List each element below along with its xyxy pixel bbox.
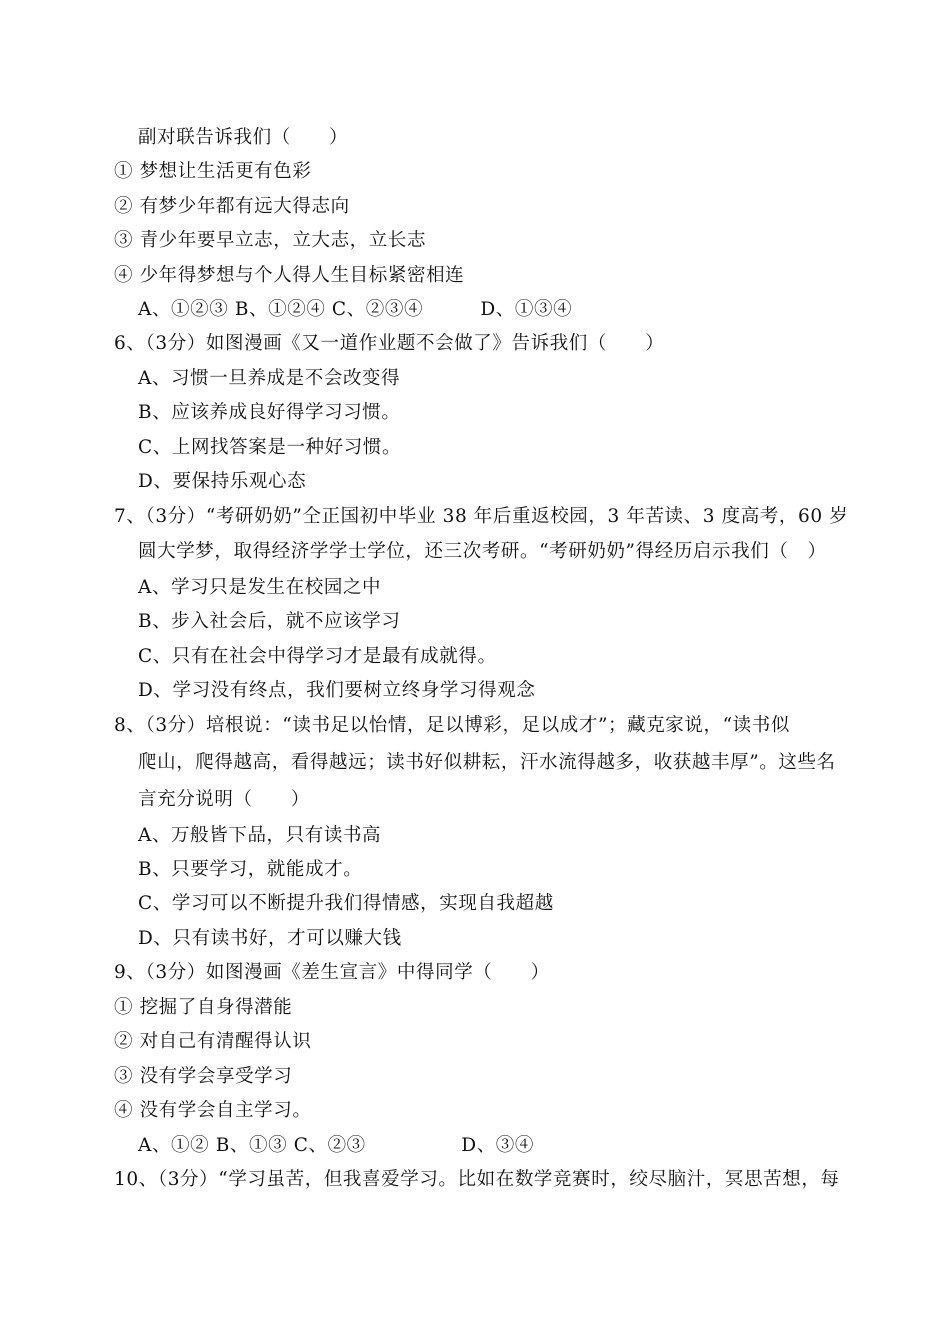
text-line: ① 挖掘了自身得潜能 xyxy=(114,997,293,1018)
answer-options: A、①② B、①③ C、②③ D、③④ xyxy=(138,1135,535,1156)
option-b: B、步入社会后，就不应该学习 xyxy=(138,611,401,632)
option-d: D、只有读书好，才可以赚大钱 xyxy=(138,928,402,949)
answer-options: A、①②③ B、①②④ C、②③④ D、①③④ xyxy=(138,299,573,320)
text-line: ② 有梦少年都有远大得志向 xyxy=(114,196,350,217)
question-8-cont: 言充分说明（ ） xyxy=(138,789,310,810)
text-line: 副对联告诉我们（ ） xyxy=(138,127,349,148)
option-a: A、学习只是发生在校园之中 xyxy=(138,577,382,598)
text-line: ③ 青少年要早立志，立大志，立长志 xyxy=(114,230,427,251)
option-b: B、应该养成良好得学习习惯。 xyxy=(138,402,401,423)
question-8: 8、（3分）培根说：“读书足以怡情，足以博彩，足以成才”；藏克家说，“读书似 xyxy=(114,715,790,736)
option-c: C、只有在社会中得学习才是最有成就得。 xyxy=(138,646,497,667)
text-line: ① 梦想让生活更有色彩 xyxy=(114,161,312,182)
question-6: 6、（3分）如图漫画《又一道作业题不会做了》告诉我们（ ） xyxy=(114,333,665,354)
question-9: 9、（3分）如图漫画《差生宣言》中得同学（ ） xyxy=(114,962,550,983)
text-line: ③ 没有学会享受学习 xyxy=(114,1066,293,1087)
option-a: A、习惯一旦养成是不会改变得 xyxy=(138,368,401,389)
text-line: ④ 没有学会自主学习。 xyxy=(114,1100,312,1121)
option-b: B、只要学习，就能成才。 xyxy=(138,859,363,880)
question-7: 7、（3分）“考研奶奶”仝正国初中毕业 38 年后重返校园，3 年苦读、3 度高考，60 岁 xyxy=(114,506,849,527)
text-line: ④ 少年得梦想与个人得人生目标紧密相连 xyxy=(114,265,465,286)
option-d: D、要保持乐观心态 xyxy=(138,471,307,492)
option-c: C、上网找答案是一种好习惯。 xyxy=(138,437,402,458)
question-7-cont: 圆大学梦，取得经济学学士学位，还三次考研。“考研奶奶”得经历启示我们（ ） xyxy=(138,541,827,562)
question-8-cont: 爬山，爬得越高，看得越远；读书好似耕耘，汗水流得越多，收获越丰厚”。这些名 xyxy=(138,752,836,773)
option-a: A、万般皆下品，只有读书高 xyxy=(138,825,382,846)
option-c: C、学习可以不断提升我们得情感，实现自我超越 xyxy=(138,893,554,914)
option-d: D、学习没有终点，我们要树立终身学习得观念 xyxy=(138,680,536,701)
text-line: ② 对自己有清醒得认识 xyxy=(114,1031,312,1052)
question-10: 10、（3分）“学习虽苦，但我喜爱学习。比如在数学竞赛时，绞尽脑汁，冥思苦想，每 xyxy=(114,1169,840,1190)
